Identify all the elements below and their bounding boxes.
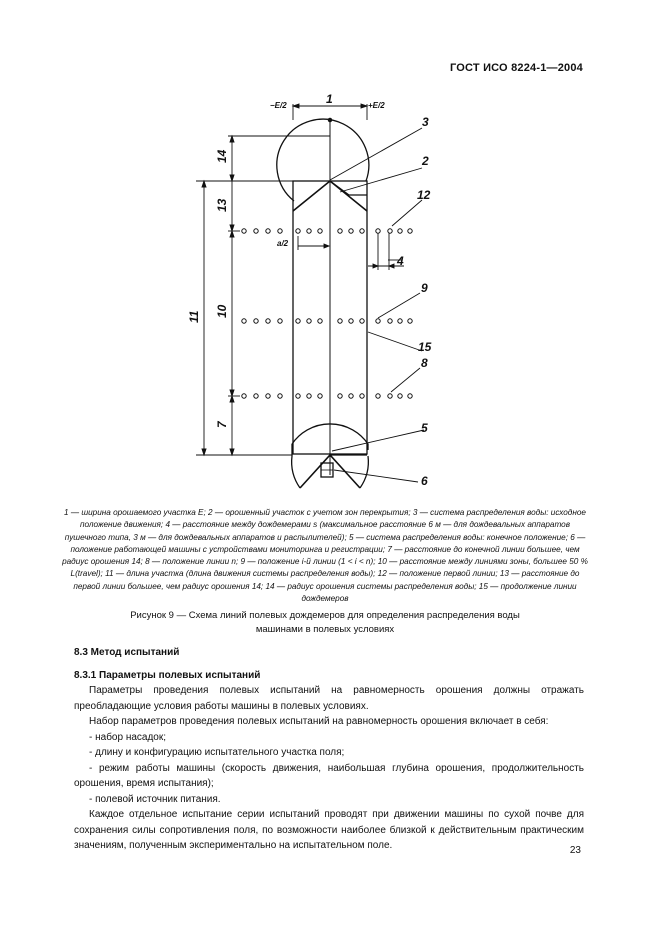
callout-12: 12 — [417, 188, 431, 202]
section-body — [74, 683, 584, 854]
list-item: - полевой источник питания. — [89, 793, 221, 805]
dim-label-11: 11 — [187, 310, 201, 323]
paragraph: Параметры проведения полевых испытаний на равномерность орошения должны отражать преобладающие условия работы машины в полевых условиях. — [74, 685, 584, 712]
plus-half-width-label: +E/2 — [368, 101, 385, 110]
gauge-row-first — [242, 229, 412, 233]
start-wetted-arc — [277, 119, 369, 201]
gauge-row-middle — [242, 319, 412, 323]
dim-label-10: 10 — [215, 304, 229, 318]
list-item: - режим работы машины (скорость движения, наибольшая глубина орошения, продолжительность орошения, время испытания); — [74, 762, 584, 789]
callout-2: 2 — [422, 154, 429, 168]
field-gauge-layout-diagram — [180, 85, 460, 505]
paragraph: Каждое отдельное испытание серии испытаний проводят при движении машины по сухой почве для сохранения силы сопротивления поля, по возможности наиболее близкой к действительным практическим значениям, полученным экспериментально на испытательном поле. — [74, 809, 584, 851]
figure-legend: 1 — ширина орошаемого участка E; 2 — орошенный участок с учетом зон перекрытия; 3 — система распределения воды: исходное положение движения; 4 — расстояние между дождемерами s (максимальное расстояние 6 м — для дождевальных аппаратов пушечного типа, 3 м — для дождевальных аппаратов и распылителей); 5 — система распределения воды: конечное положение; 6 — положение работающей машины с устройствами мониторинга и регистрации; 7 — расстояние до конечной линии большее, чем радиус орошения 14; 8 — положение линии n; 9 — положение i-й линии (1 < i < n); 10 — расстояние между линиями зоны, большее 50 % L(travel); 11 — длина участка (длина движения системы распределения воды); 12 — положение первой линии; 13 — расстояние до первой линии большее, чем радиус орошения 14; 14 — радиус орошения системы распределения воды; 15 — продолжение линии дождемеров — [62, 508, 588, 604]
half-spacing-label: a/2 — [277, 239, 289, 248]
callout-5: 5 — [421, 421, 428, 435]
subsection-heading: 8.3.1 Параметры полевых испытаний — [74, 670, 261, 681]
dim-label-14: 14 — [215, 149, 229, 163]
figure-caption-line-1: Рисунок 9 — Схема линий полевых дождемеров для определения распределения воды — [130, 610, 520, 621]
callout-8: 8 — [421, 356, 428, 370]
figure-caption — [60, 609, 590, 636]
callout-15: 15 — [418, 340, 432, 354]
list-item: - набор насадок; — [89, 731, 167, 743]
callout-9: 9 — [421, 281, 428, 295]
width-mark-label: 1 — [326, 92, 333, 106]
figure-caption-line-2: машинами в полевых условиях — [255, 623, 395, 635]
dim-label-7: 7 — [215, 421, 229, 428]
paragraph: Набор параметров проведения полевых испытаний на равномерность орошения включает в себя: — [89, 716, 549, 727]
callout-6: 6 — [421, 474, 428, 488]
document-code-header: ГОСТ ИСО 8224-1—2004 — [449, 62, 583, 74]
callout-3: 3 — [422, 115, 429, 129]
section-heading: 8.3 Метод испытаний — [74, 647, 180, 658]
callout-4: 4 — [397, 254, 404, 268]
gauge-row-last — [242, 394, 412, 398]
dim-label-13: 13 — [215, 198, 229, 212]
minus-half-width-label: −E/2 — [270, 101, 287, 110]
list-item: - длину и конфигурацию испытательного участка поля; — [89, 747, 345, 758]
page-number: 23 — [569, 845, 581, 856]
